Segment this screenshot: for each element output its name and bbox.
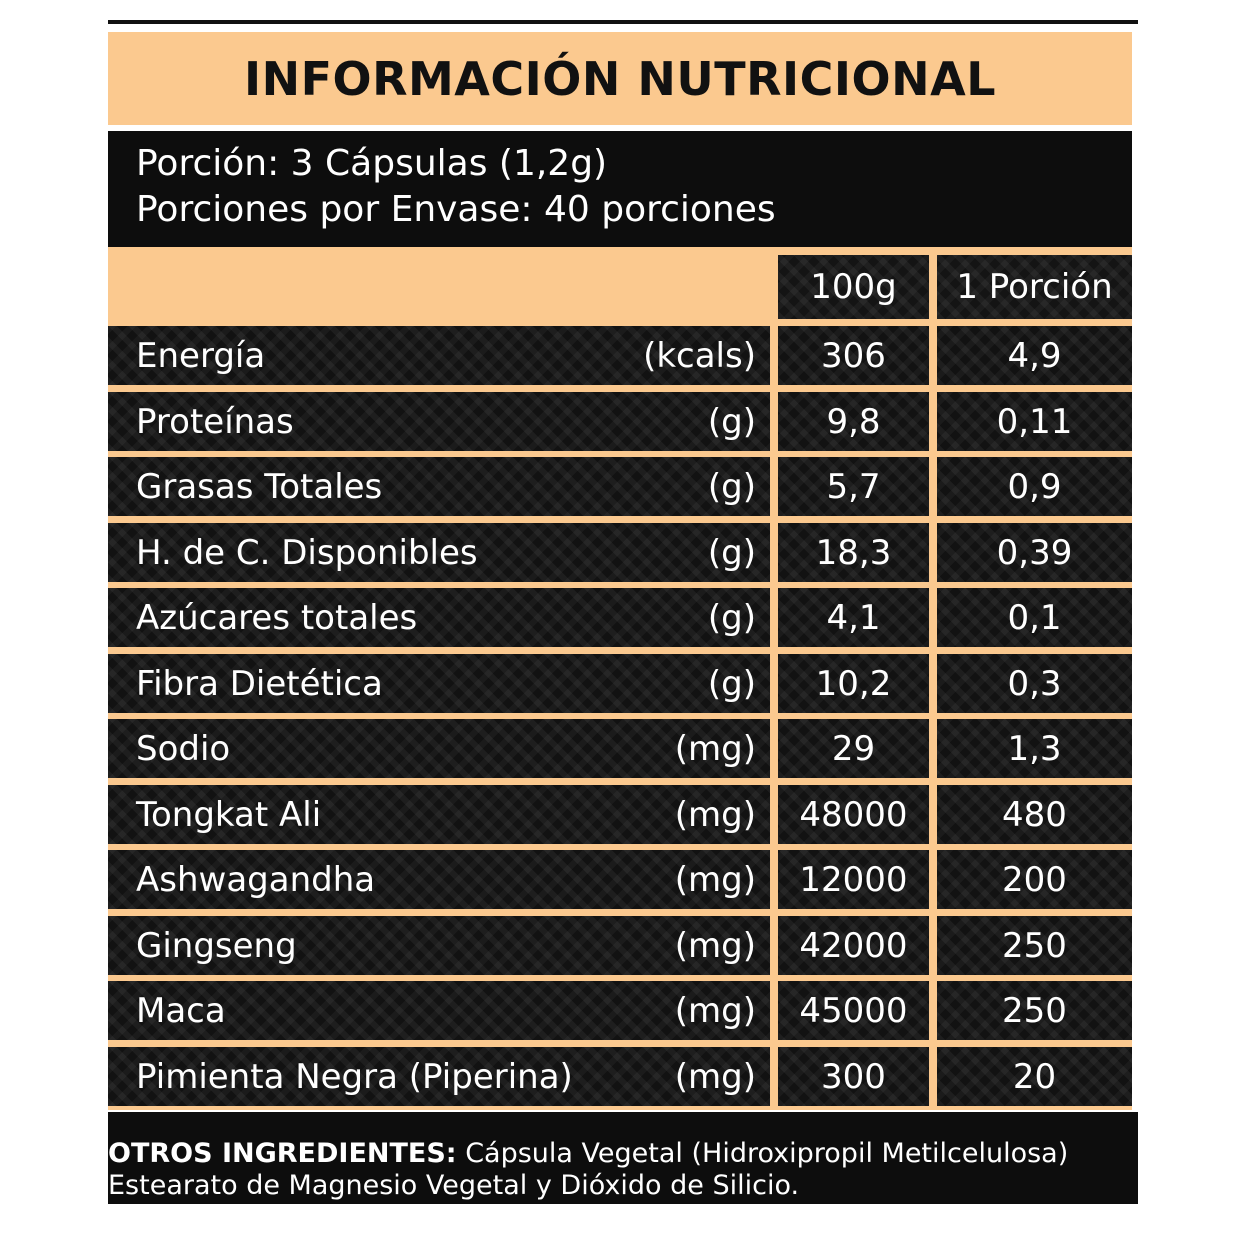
nutrient-row [108, 588, 770, 647]
value-per-serving: 200 [937, 850, 1132, 909]
value-per-100g: 306 [778, 326, 929, 385]
value-per-100g: 29 [778, 719, 929, 778]
nutrient-row [108, 523, 770, 582]
column-header-100g [778, 255, 929, 319]
value-per-100g: 300 [778, 1047, 929, 1106]
value-per-serving: 0,11 [937, 392, 1132, 451]
nutrient-unit: (mg) [674, 859, 756, 900]
nutrient-unit: (g) [707, 532, 756, 573]
nutrient-row [108, 719, 770, 778]
value-per-100g: 48000 [778, 785, 929, 844]
nutrient-name: Energía [136, 335, 266, 376]
other-ingredients-text-2: Estearato de Magnesio Vegetal y Dióxido de Silicio. [108, 1170, 800, 1201]
nutrient-name: Azúcares totales [136, 597, 418, 638]
nutrient-name: Ashwagandha [136, 859, 376, 900]
nutrient-unit: (g) [707, 663, 756, 704]
value-per-100g: 9,8 [778, 392, 929, 451]
value-per-serving: 480 [937, 785, 1132, 844]
nutrient-unit: (mg) [674, 925, 756, 966]
nutrient-unit: (kcals) [643, 335, 756, 376]
value-per-100g: 18,3 [778, 523, 929, 582]
nutrient-name: Sodio [136, 728, 231, 769]
value-per-100g: 10,2 [778, 654, 929, 713]
nutrient-name: Grasas Totales [136, 466, 383, 507]
nutrient-row [108, 654, 770, 713]
value-per-serving: 250 [937, 916, 1132, 975]
nutrient-name: Maca [136, 990, 226, 1031]
other-ingredients-text-1: Cápsula Vegetal (Hidroxipropil Metilcelulosa) [456, 1138, 1069, 1169]
column-header-serving-label: 1 Porción [956, 267, 1113, 307]
nutrient-row [108, 326, 770, 385]
column-header-serving [937, 255, 1132, 319]
value-per-serving: 1,3 [937, 719, 1132, 778]
value-per-serving: 0,39 [937, 523, 1132, 582]
nutrient-unit: (mg) [674, 728, 756, 769]
nutrient-row [108, 850, 770, 909]
servings-per-container: Porciones por Envase: 40 porciones [136, 189, 776, 230]
value-per-serving: 0,3 [937, 654, 1132, 713]
value-per-100g: 5,7 [778, 457, 929, 516]
value-per-100g: 12000 [778, 850, 929, 909]
nutrient-name: Fibra Dietética [136, 663, 383, 704]
value-per-serving: 250 [937, 981, 1132, 1040]
serving-info [108, 131, 1132, 247]
nutrient-unit: (mg) [674, 794, 756, 835]
nutrient-name: Tongkat Ali [136, 794, 322, 835]
value-per-100g: 45000 [778, 981, 929, 1040]
nutrient-name: Proteínas [136, 401, 294, 442]
value-per-100g: 4,1 [778, 588, 929, 647]
value-per-serving: 0,9 [937, 457, 1132, 516]
other-ingredients [108, 1112, 1138, 1204]
nutrient-unit: (g) [707, 401, 756, 442]
value-per-serving: 0,1 [937, 588, 1132, 647]
nutrient-unit: (mg) [674, 990, 756, 1031]
serving-size: Porción: 3 Cápsulas (1,2g) [136, 143, 608, 184]
page-title: INFORMACIÓN NUTRICIONAL [243, 51, 997, 106]
column-header-100g-label: 100g [810, 267, 897, 307]
nutrient-row [108, 916, 770, 975]
nutrient-row [108, 785, 770, 844]
value-per-serving: 20 [937, 1047, 1132, 1106]
nutrient-name: Gingseng [136, 925, 297, 966]
top-rule [108, 20, 1138, 24]
nutrient-unit: (g) [707, 597, 756, 638]
nutrient-row [108, 981, 770, 1040]
nutrient-row [108, 457, 770, 516]
nutrient-row [108, 1047, 770, 1106]
nutrient-name: Pimienta Negra (Piperina) [136, 1056, 573, 1097]
value-per-serving: 4,9 [937, 326, 1132, 385]
nutrient-row [108, 392, 770, 451]
other-ingredients-label: OTROS INGREDIENTES: [108, 1138, 457, 1169]
value-per-100g: 42000 [778, 916, 929, 975]
nutrient-unit: (mg) [674, 1056, 756, 1097]
nutrition-table [108, 247, 1132, 1110]
nutrient-unit: (g) [707, 466, 756, 507]
title-banner [108, 32, 1132, 125]
nutrient-name: H. de C. Disponibles [136, 532, 478, 573]
